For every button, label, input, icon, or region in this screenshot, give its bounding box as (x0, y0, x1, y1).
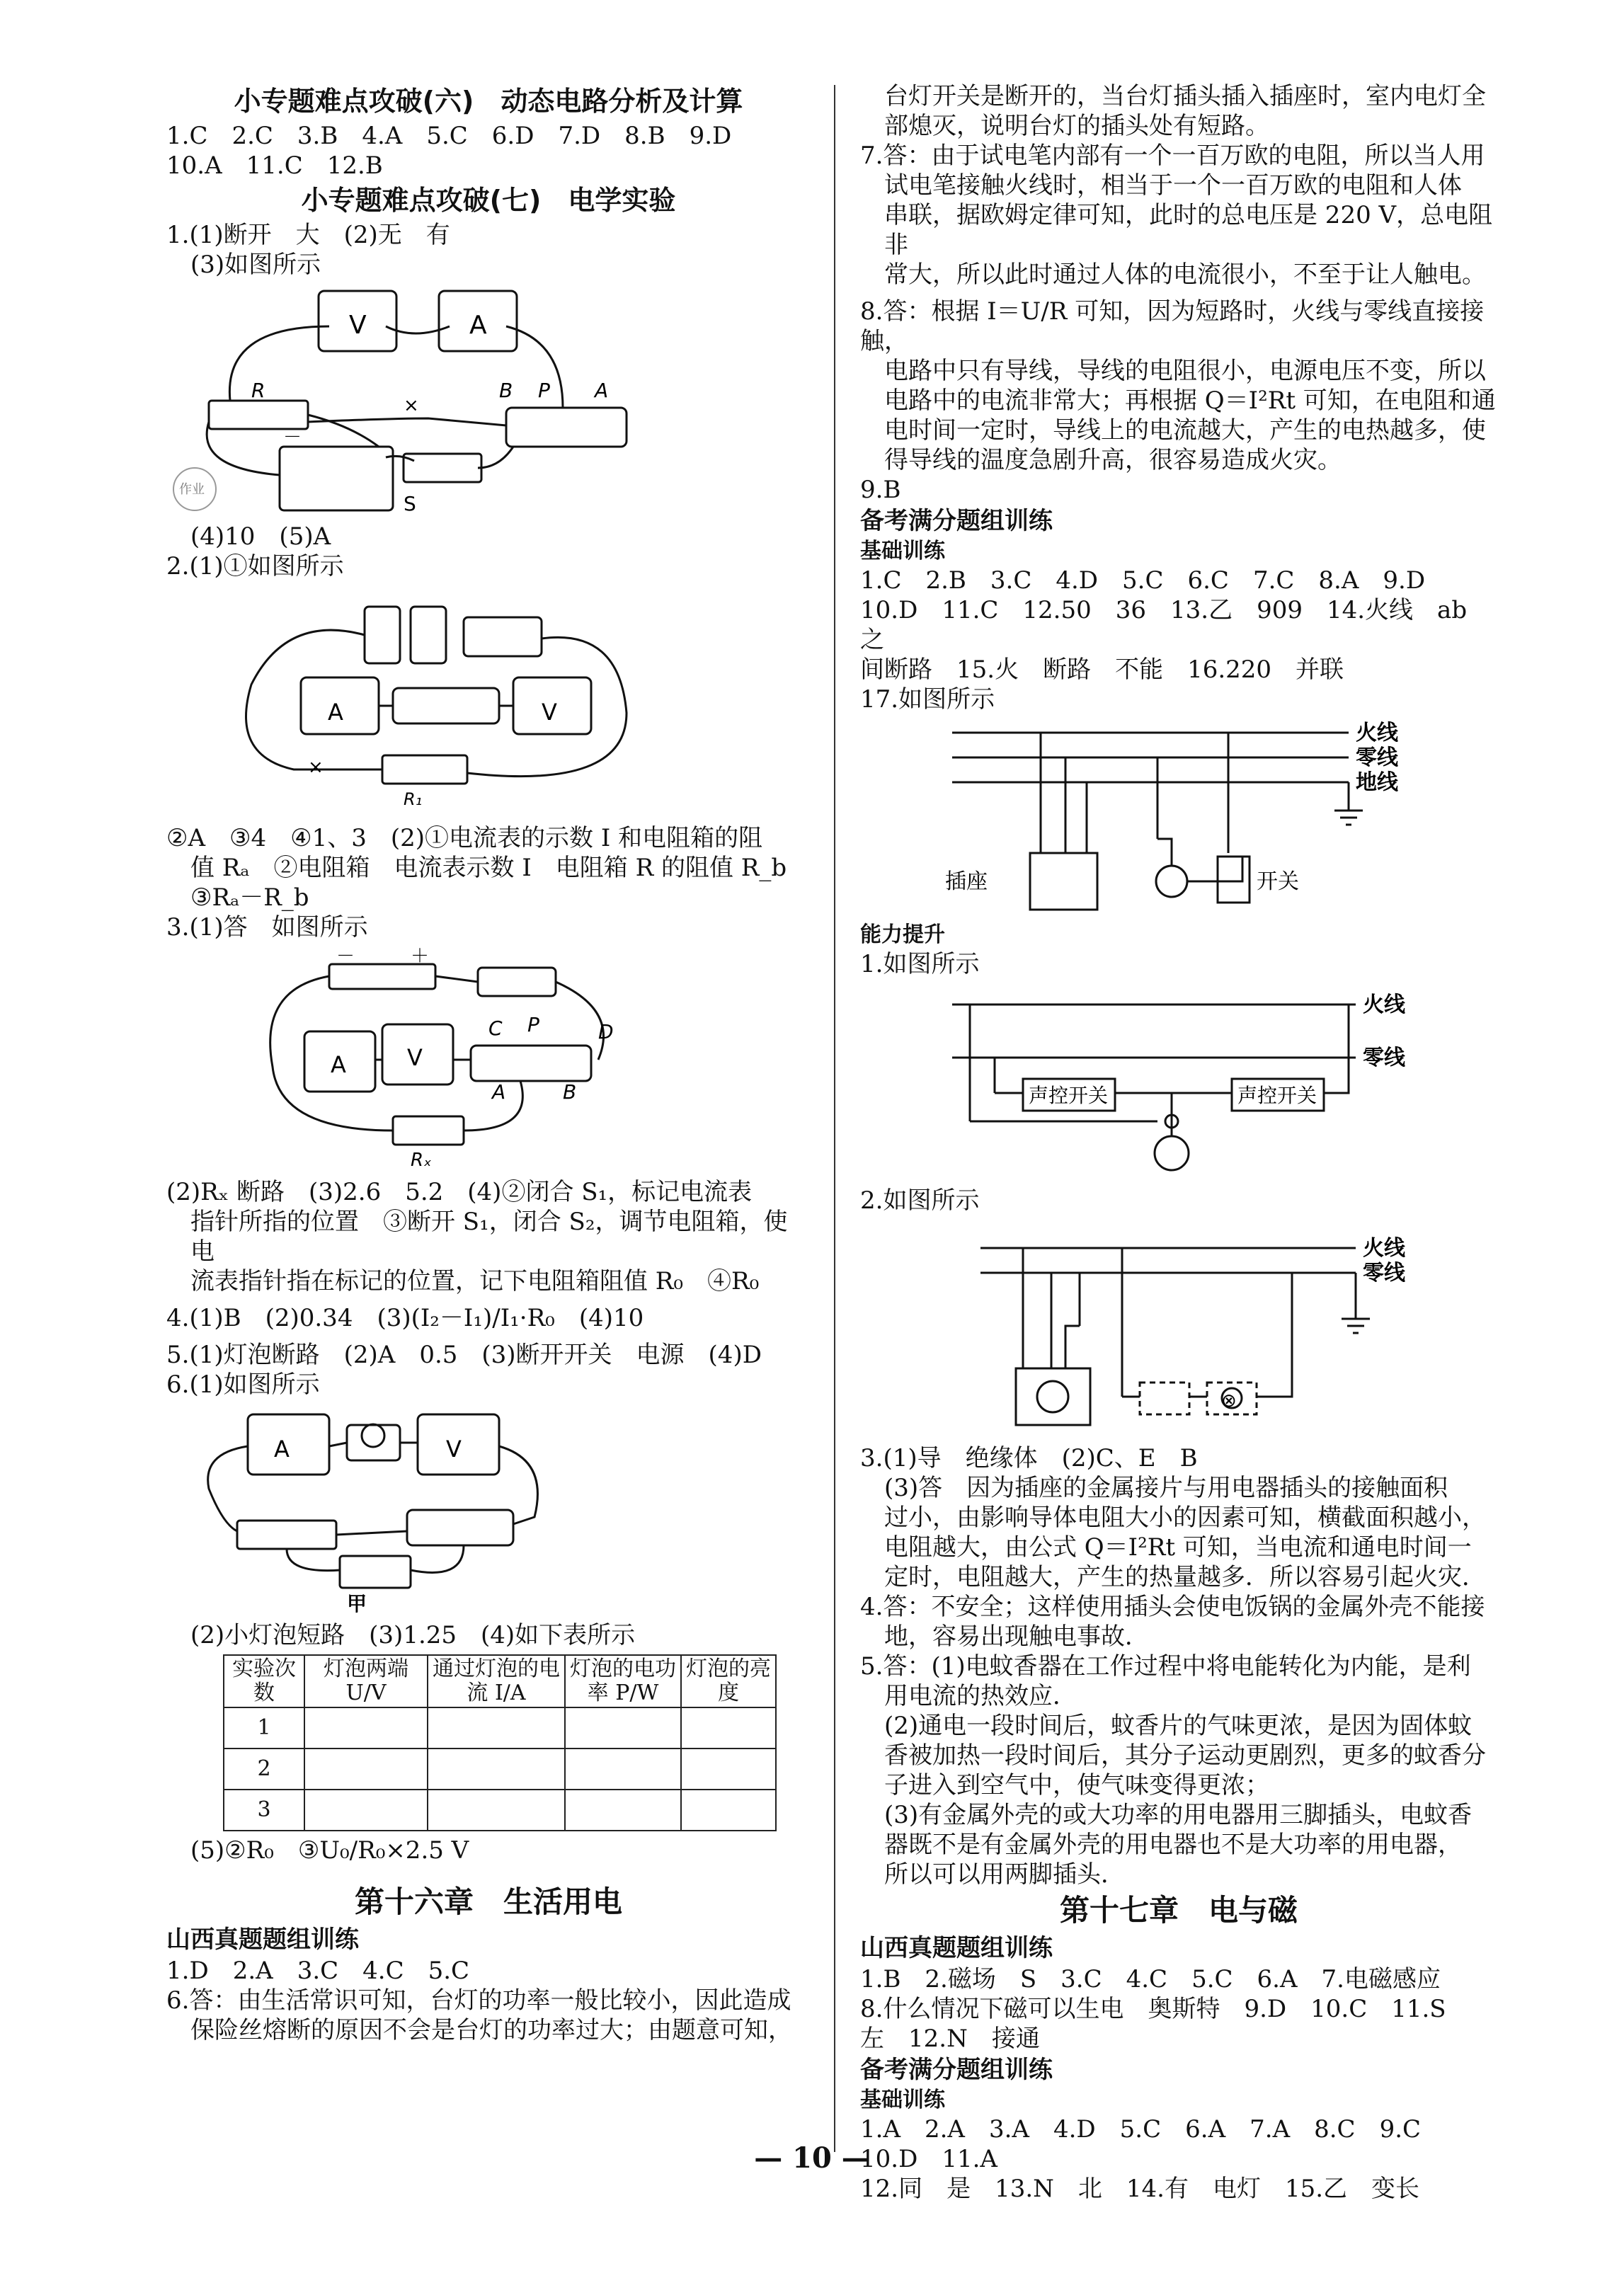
stamp-text: 作业 (179, 482, 205, 497)
table-header-cell: 灯泡的电功率 P/W (565, 1655, 681, 1707)
table-cell: 3 (224, 1790, 304, 1831)
label-live: 火线 (1363, 1236, 1405, 1261)
answer-line: ③Rₐ－R_b (190, 883, 309, 912)
left-column (166, 81, 811, 2045)
svg-text:P: P (527, 1013, 539, 1036)
subsection-title: 能力提升 (860, 922, 945, 947)
circuit-diagram-q1 (166, 284, 704, 517)
answer-line: (2)通电一段时间后，蚊香片的气味更浓，是因为固体蚊 (884, 1712, 1473, 1740)
answer-line: 10.A 11.C 12.B (166, 151, 383, 180)
answer-line: 10.D 11.C 12.50 36 13.乙 909 14.火线 ab 之 (860, 596, 1468, 654)
table-header-cell: 灯泡的亮度 (681, 1655, 776, 1707)
section6-title: 小专题难点攻破(六) 动态电路分析及计算 (234, 86, 743, 117)
section7-title: 小专题难点攻破(七) 电学实验 (301, 185, 676, 216)
svg-text:－: － (283, 427, 302, 448)
label-live: 火线 (1356, 721, 1398, 745)
answer-line: (5)②R₀ ③U₀/R₀×2.5 V (190, 1836, 469, 1865)
table-cell: 2 (224, 1749, 304, 1790)
circuit-diagram-q3 (166, 946, 704, 1173)
page-number: — 10 — (754, 2141, 870, 2175)
svg-text:R₁: R₁ (404, 789, 423, 809)
table-header-cell: 通过灯泡的电流 I/A (428, 1655, 565, 1707)
answer-line: 串联，据欧姆定律可知，此时的总电压是 220 V，总电阻非 (884, 201, 1493, 259)
answer-line: 电时间一定时，导线上的电流越大，产生的电热越多，使 (884, 416, 1486, 445)
answer-line: 试电笔接触火线时，相当于一个一百万欧的电阻和人体 (884, 171, 1462, 200)
svg-text:B: B (563, 1080, 577, 1104)
right-column (860, 81, 1497, 2204)
answer-line: 得导线的温度急剧升高，很容易造成火灾。 (884, 446, 1342, 474)
answer-line: (3)有金属外壳的或大功率的用电器用三脚插头，电蚊香 (884, 1801, 1473, 1829)
label-neutral: 零线 (1363, 1261, 1405, 1286)
answer-line: 8.什么情况下磁可以生电 奥斯特 9.D 10.C 11.S (860, 1995, 1446, 2023)
answer-line: 10.D 11.A (860, 2145, 997, 2173)
answer-line: 常大，所以此时通过人体的电流很小，不至于让人触电。 (884, 261, 1486, 289)
answer-line: 3.(1)答 如图所示 (166, 913, 368, 942)
answer-line: 2.(1)①如图所示 (166, 552, 344, 580)
chapter16-title: 第十六章 生活用电 (354, 1884, 622, 1919)
answer-line: (3)答 因为插座的金属接片与用电器插头的接触面积 (884, 1474, 1448, 1502)
circuit-diagram-q2 (166, 585, 704, 819)
answer-line: 值 Rₐ ②电阻箱 电流表示数 I 电阻箱 R 的阻值 R_b (190, 854, 787, 882)
wiring-diagram-17 (860, 719, 1398, 917)
svg-text:R: R (251, 379, 265, 402)
chapter16-subtitle: 山西真题题组训练 (166, 1925, 359, 1954)
svg-text:A: A (274, 1436, 290, 1463)
answer-line: 台灯开关是断开的，当台灯插头插入插座时，室内电灯全 (884, 82, 1486, 110)
answer-line: 17.如图所示 (860, 685, 995, 714)
svg-text:S: S (404, 492, 416, 515)
label-ground: 地线 (1356, 770, 1398, 795)
answer-line: 12.同 是 13.N 北 14.有 电灯 15.乙 变长 (860, 2175, 1420, 2203)
answer-line: 6.答：由生活常识可知，台灯的功率一般比较小，因此造成 (166, 1986, 791, 2015)
answer-line: (4)10 (5)A (190, 522, 331, 551)
svg-text:⊗: ⊗ (1221, 1390, 1237, 1412)
section-title: 备考满分题组训练 (860, 507, 1053, 535)
answer-line: 5.(1)灯泡断路 (2)A 0.5 (3)断开开关 电源 (4)D (166, 1341, 762, 1369)
svg-text:V: V (349, 311, 367, 340)
svg-text:P: P (538, 379, 550, 402)
answer-line: 定时，电阻越大，产生的热量越多．所以容易引起火灾． (884, 1563, 1486, 1591)
answer-line: 4.(1)B (2)0.34 (3)(I₂－I₁)/I₁·R₀ (4)10 (166, 1304, 644, 1332)
svg-text:B: B (499, 379, 513, 402)
answer-line: 器既不是有金属外壳的用电器也不是大功率的用电器， (884, 1831, 1462, 1859)
answer-line: 1.如图所示 (860, 950, 980, 978)
svg-text:－: － (336, 946, 355, 967)
answer-line: 1.C 2.C 3.B 4.A 5.C 6.D 7.D 8.B 9.D (166, 122, 732, 150)
answer-line: (3)如图所示 (190, 251, 321, 279)
label-sound-switch: 声控开关 (1237, 1084, 1317, 1107)
answer-line: 4.答：不安全；这样使用插头会使电饭锅的金属外壳不能接 (860, 1593, 1485, 1621)
answer-line: 1.B 2.磁场 S 3.C 4.C 5.C 6.A 7.电磁感应 (860, 1965, 1441, 1993)
answer-line: 流表指针指在标记的位置，记下电阻箱阻值 R₀ ④R₀ (190, 1267, 760, 1295)
table-row (224, 1707, 776, 1749)
answer-line: (2)Rₓ 断路 (3)2.6 5.2 (4)②闭合 S₁，标记电流表 (166, 1178, 753, 1206)
table-cell: 1 (224, 1707, 304, 1749)
wiring-diagram-n2 (860, 1220, 1405, 1439)
answer-line: 1.(1)断开 大 (2)无 有 (166, 221, 450, 249)
answer-line: ②A ③4 ④1、3 (2)①电流表的示数 I 和电阻箱的阻 (166, 824, 763, 852)
svg-text:×: × (308, 757, 324, 778)
answer-line: 9.B (860, 476, 901, 504)
answer-line: (2)小灯泡短路 (3)1.25 (4)如下表所示 (190, 1621, 636, 1649)
svg-text:A: A (331, 1051, 346, 1078)
table-row (224, 1790, 776, 1831)
answer-line: 香被加热一段时间后，其分子运动更剧烈，更多的蚊香分 (884, 1741, 1486, 1770)
answer-line: 电路中的电流非常大；再根据 Q＝I²Rt 可知，在电阻和通 (884, 387, 1496, 415)
label-live: 火线 (1363, 992, 1405, 1017)
svg-text:＋: ＋ (411, 946, 430, 967)
svg-text:×: × (404, 395, 419, 416)
answer-line: 7.答：由于试电笔内部有一个一百万欧的电阻，所以当人用 (860, 142, 1485, 170)
table-header-row (224, 1655, 776, 1707)
answer-line: 电阻越大，由公式 Q＝I²Rt 可知，当电流和通电时间一 (884, 1533, 1472, 1562)
column-divider (834, 85, 835, 2152)
answer-line: 用电流的热效应． (884, 1682, 1077, 1710)
figure-caption: 甲 (347, 1592, 367, 1615)
data-table (223, 1654, 777, 1831)
answer-line: 8.答：根据 I＝U/R 可知，因为短路时，火线与零线直接接触， (860, 297, 1485, 355)
answer-line: 1.C 2.B 3.C 4.D 5.C 6.C 7.C 8.A 9.D (860, 566, 1426, 595)
wiring-diagram-n1 (860, 983, 1405, 1181)
answer-line: 所以可以用两脚插头． (884, 1860, 1125, 1889)
subsection-title: 基础训练 (860, 539, 945, 563)
svg-text:D: D (598, 1020, 614, 1043)
answer-line: 1.A 2.A 3.A 4.D 5.C 6.A 7.A 8.C 9.C (860, 2115, 1422, 2144)
svg-text:V: V (542, 699, 557, 726)
chapter17-title: 第十七章 电与磁 (1059, 1893, 1298, 1928)
svg-text:V: V (407, 1044, 423, 1071)
table-row (224, 1749, 776, 1790)
answer-line: 子进入到空气中，使气味变得更浓； (884, 1771, 1269, 1799)
chapter17-subtitle: 山西真题题组训练 (860, 1934, 1053, 1962)
table-header-cell: 实验次数 (224, 1655, 304, 1707)
svg-text:A: A (595, 379, 609, 402)
answer-line: 指针所指的位置 ③断开 S₁，闭合 S₂，调节电阻箱，使电 (190, 1208, 788, 1266)
label-switch: 开关 (1257, 869, 1299, 894)
answer-line: 保险丝熔断的原因不会是台灯的功率过大；由题意可知， (190, 2016, 792, 2044)
answer-line: 电路中只有导线，导线的电阻很小，电源电压不变，所以 (884, 357, 1486, 385)
answer-line: 6.(1)如图所示 (166, 1370, 320, 1399)
answer-line: 3.(1)导 绝缘体 (2)C、E B (860, 1444, 1198, 1472)
svg-text:A: A (328, 699, 343, 726)
svg-text:C: C (488, 1017, 503, 1040)
label-sound-switch: 声控开关 (1029, 1084, 1109, 1107)
label-neutral: 零线 (1356, 745, 1398, 770)
subsection-title: 基础训练 (860, 2088, 945, 2112)
table-header-cell: 灯泡两端U/V (304, 1655, 428, 1707)
answer-line: 部熄灭，说明台灯的插头处有短路。 (884, 112, 1269, 140)
answer-line: 左 12.N 接通 (860, 2025, 1040, 2053)
svg-text:A: A (469, 311, 487, 340)
svg-text:V: V (446, 1436, 462, 1463)
answer-line: 1.D 2.A 3.C 4.C 5.C (166, 1957, 470, 1985)
svg-text:Rₓ: Rₓ (411, 1150, 432, 1171)
answer-line: 地，容易出现触电事故． (884, 1622, 1149, 1651)
answer-line: 过小，由影响导体电阻大小的因素可知，横截面积越小， (884, 1504, 1486, 1532)
circuit-diagram-q6 (166, 1404, 704, 1616)
section-title: 备考满分题组训练 (860, 2056, 1053, 2084)
label-socket: 插座 (945, 869, 988, 894)
answer-line: 5.答：(1)电蚊香器在工作过程中将电能转化为内能，是利 (860, 1652, 1471, 1681)
answer-line: 间断路 15.火 断路 不能 16.220 并联 (860, 656, 1344, 684)
svg-text:A: A (492, 1080, 506, 1104)
answer-line: 2.如图所示 (860, 1186, 980, 1215)
label-neutral: 零线 (1363, 1046, 1405, 1070)
